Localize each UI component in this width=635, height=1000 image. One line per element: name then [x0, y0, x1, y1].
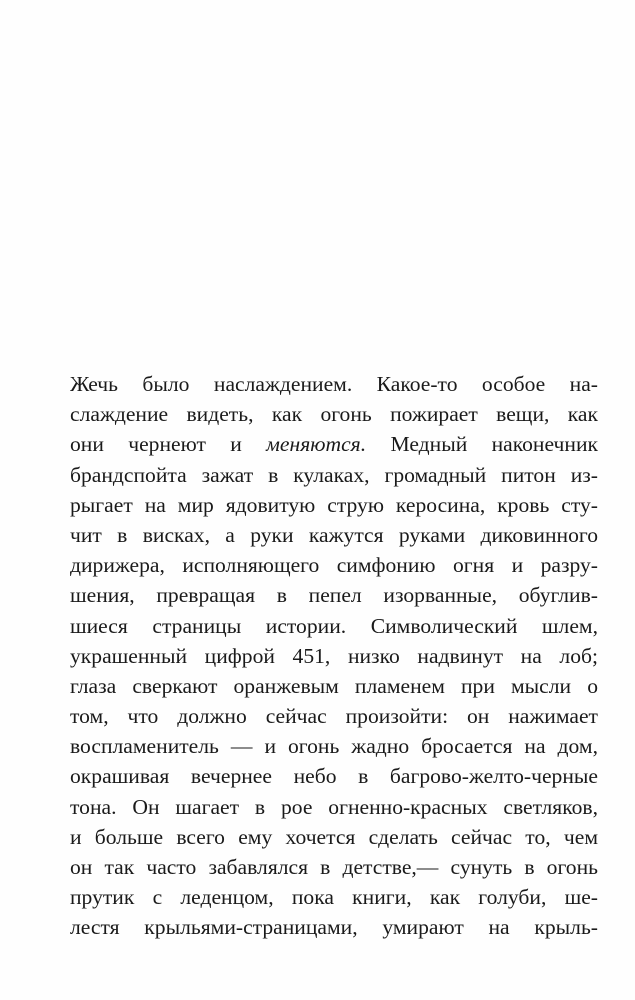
text-line: воспламенитель — и огонь жадно бросается на дом,	[70, 734, 598, 759]
text-line: брандспойта зажат в кулаках, громадный питон из-	[70, 462, 598, 487]
text-line	[70, 429, 598, 459]
text-line: том, что должно сейчас произойти: он нажимает	[70, 704, 598, 729]
text-line: окрашивая вечернее небо в багрово-желто-черные	[70, 764, 598, 789]
text-line: лестя крыльями-страницами, умирают на крыль-	[70, 915, 598, 940]
text-line: Жечь было наслаждением. Какое-то особое на-	[70, 372, 598, 396]
text-line: шиеся страницы истории. Символический шлем,	[70, 613, 598, 638]
text-fragment: они чернеют и	[70, 432, 267, 457]
text-line: глаза сверкают оранжевым пламенем при мысли о	[70, 673, 598, 698]
text-line: украшенный цифрой 451, низко надвинут на лоб;	[70, 643, 598, 668]
text-line: тона. Он шагает в рое огненно-красных светляков,	[70, 794, 598, 819]
text-line: слаждение видеть, как огонь пожирает вещи, как	[70, 402, 598, 427]
text-line: рыгает на мир ядовитую струю керосина, кровь сту-	[70, 492, 598, 517]
text-line: он так часто забавлялся в детстве,— сунуть в огонь	[70, 855, 598, 879]
text-line: чит в висках, а руки кажутся руками диковинного	[70, 522, 598, 547]
text-line: и больше всего ему хочется сделать сейчас то, чем	[70, 824, 598, 849]
text-line: прутик с леденцом, пока книги, как голуби, ше-	[70, 885, 598, 910]
text-fragment: Медный наконечник	[366, 432, 598, 457]
text-line: шения, превращая в пепел изорванные, обуглив-	[70, 583, 598, 608]
italic-word: меняются.	[266, 432, 367, 457]
paragraph	[70, 369, 598, 943]
text-line: дирижера, исполняющего симфонию огня и разру-	[70, 553, 598, 578]
